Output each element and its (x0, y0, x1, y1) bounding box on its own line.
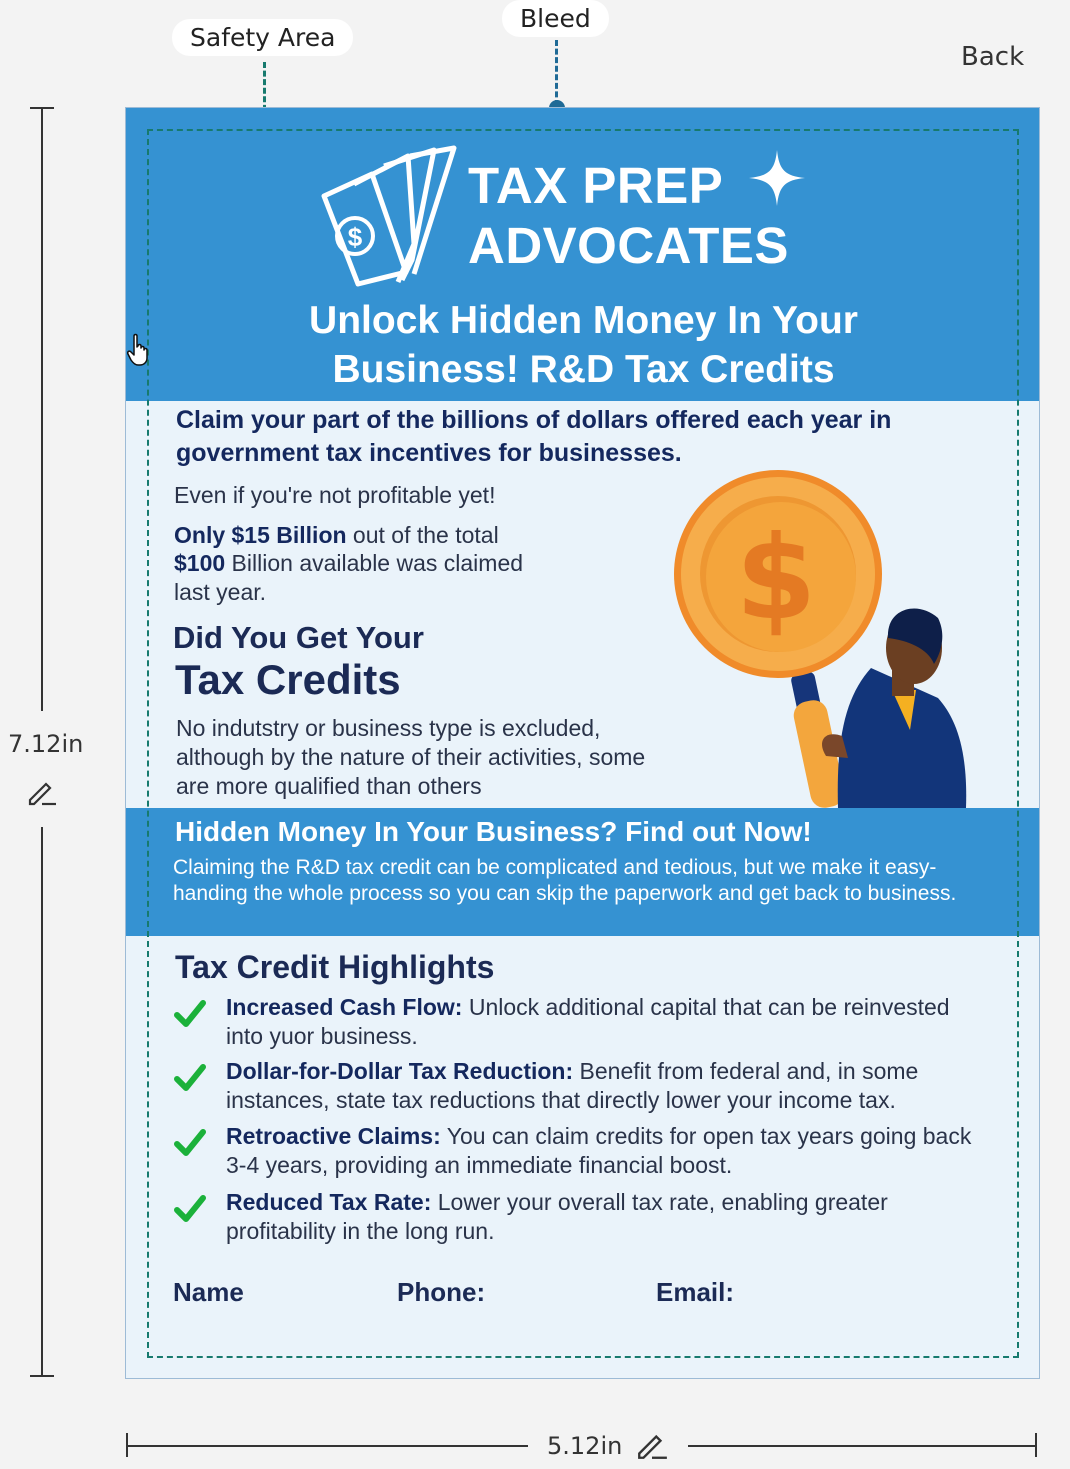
not-profitable-text: Even if you're not profitable yet! (174, 482, 496, 508)
edit-width-pencil-icon[interactable] (635, 1428, 669, 1462)
highlight-bold: Reduced Tax Rate: (226, 1189, 432, 1215)
side-label: Back (961, 42, 1025, 72)
flyer-card[interactable] (125, 107, 1040, 1379)
stat-bold2: $100 (174, 550, 226, 576)
industry-line1: No indutstry or business type is excluded, (176, 715, 601, 741)
height-ruler-bottom (30, 1375, 54, 1377)
highlight-bold: Increased Cash Flow: (226, 994, 463, 1020)
bleed-pointer (555, 40, 558, 106)
coin-dollar-sign: $ (735, 511, 817, 646)
stat-text1: out of the total (346, 522, 499, 548)
check-icon (174, 1128, 206, 1158)
industry-line2: although by the nature of their activities, some (176, 744, 646, 770)
find-out-title: Hidden Money In Your Business? Find out Now! (175, 816, 812, 847)
name-field-label: Name (173, 1277, 244, 1307)
highlights-title: Tax Credit Highlights (175, 949, 495, 985)
edit-height-pencil-icon[interactable] (26, 776, 58, 808)
highlight-bold: Retroactive Claims: (226, 1123, 441, 1149)
highlight-bold: Dollar-for-Dollar Tax Reduction: (226, 1058, 574, 1084)
claim-text: Claim your part of the billions of dollars offered each year in government tax incentives for businesses. (176, 406, 892, 467)
money-bills-logo-icon (314, 144, 464, 289)
height-label: 7.12in (8, 730, 84, 758)
brand-line2: ADVOCATES (468, 217, 789, 274)
width-label: 5.12in (547, 1432, 623, 1460)
height-ruler-line-bottom (41, 827, 43, 1376)
logo-dollar-sign: $ (347, 222, 363, 252)
headline-line2: Business! R&D Tax Credits (332, 348, 835, 391)
email-field-label: Email: (656, 1277, 735, 1307)
bleed-label: Bleed (502, 0, 609, 37)
width-ruler-right (1035, 1433, 1037, 1457)
industry-line3: are more qualified than others (176, 773, 482, 799)
stat-line1 (174, 521, 499, 550)
width-ruler-line-right (688, 1445, 1036, 1447)
question-line2: Tax Credits (175, 656, 401, 703)
stat-text2: Billion available was claimed (225, 550, 524, 576)
headline-line1: Unlock Hidden Money In Your (309, 299, 858, 342)
person-magnifier-coin-illustration (666, 468, 986, 808)
headline (126, 296, 1040, 394)
question-line1: Did You Get Your (173, 620, 424, 655)
width-ruler-line-left (126, 1445, 528, 1447)
stat-bold1: Only $15 Billion (174, 522, 347, 548)
height-ruler-line-top (41, 107, 43, 711)
find-out-text: Claiming the R&D tax credit can be complicated and tedious, but we make it easy-handing the whole process so you can skip the paperwork and get back to business. (173, 856, 957, 905)
safety-area-label: Safety Area (172, 19, 353, 56)
brand-line1: TAX PREP (468, 157, 724, 214)
stat-line2 (174, 549, 523, 578)
highlight-text: Lower your overall tax rate, enabling greater profitability in the long run. (226, 1189, 888, 1244)
check-icon (174, 1063, 206, 1093)
highlight-text: You can claim credits for open tax years going back 3-4 years, providing an immediate financial boost. (226, 1123, 972, 1178)
highlight-text: Unlock additional capital that can be reinvested into yuor business. (226, 994, 950, 1049)
hand-cursor-icon (127, 333, 151, 367)
phone-field-label: Phone: (397, 1277, 486, 1307)
sparkle-icon (747, 148, 807, 208)
stat-line3: last year. (174, 579, 267, 605)
check-icon (174, 1194, 206, 1224)
highlight-text: Benefit from federal and, in some instances, state tax reductions that directly lower your income tax. (226, 1058, 919, 1113)
check-icon (174, 999, 206, 1029)
